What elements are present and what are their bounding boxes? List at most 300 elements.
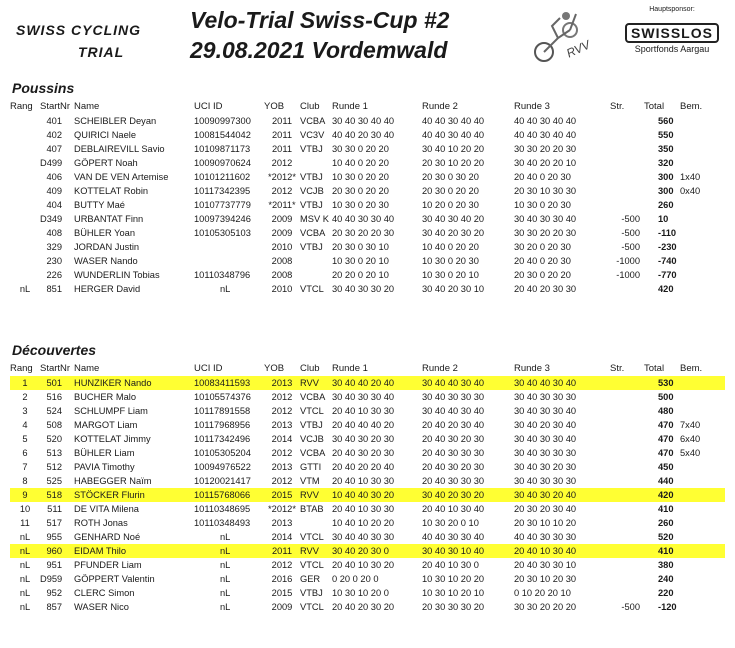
cell-uci [194, 254, 264, 268]
column-header-club: Club [300, 101, 320, 112]
cell-startnr: 524 [46, 406, 62, 416]
cell-club: VCJB [300, 434, 324, 444]
cell-yob: 2010 [271, 242, 293, 252]
cell-total: 260 [658, 200, 674, 210]
cell-str [610, 488, 644, 502]
cell-club: BTAB [300, 504, 324, 514]
cell-bem [680, 114, 725, 128]
cell-uci: 10107737779 [194, 200, 251, 210]
cell-rang [10, 212, 40, 226]
column-header-startnr: StartNr [40, 101, 71, 112]
cell-uci: 10081544042 [194, 130, 251, 140]
cell-uci: nL [194, 544, 264, 558]
column-header-yob: YOB [264, 363, 285, 374]
cell-startnr: 952 [46, 588, 62, 598]
sponsor-sub: Sportfonds Aargau [634, 44, 710, 54]
cell-bem: 7x40 [680, 420, 701, 430]
cell-rang [10, 142, 40, 156]
column-header-r1: Runde 1 [332, 101, 368, 112]
cell-str [610, 128, 644, 142]
title-line-2: 29.08.2021 Vordemwald [190, 37, 448, 63]
page-title [190, 5, 449, 65]
column-header-uci: UCI ID [194, 363, 223, 374]
cell-r2: 30 40 40 30 40 [422, 406, 485, 416]
cell-club: VTCL [300, 406, 324, 416]
table-header-row [10, 100, 725, 114]
cell-bem [680, 226, 725, 240]
cell-r1: 10 40 0 20 20 [332, 158, 389, 168]
column-header-r3: Runde 3 [514, 101, 550, 112]
cell-r2: 30 40 10 20 20 [422, 144, 485, 154]
cell-name: KOTTELAT Robin [74, 186, 149, 196]
cell-club: VTBJ [300, 200, 323, 210]
cell-r2: 30 40 30 10 40 [422, 544, 514, 558]
cell-startnr: 508 [46, 420, 62, 430]
table-row [10, 268, 725, 282]
cell-r2: 20 30 0 20 20 [422, 186, 479, 196]
cell-r1: 20 40 20 30 20 [332, 602, 395, 612]
cell-startnr: 520 [46, 434, 62, 444]
table-row [10, 572, 725, 586]
cell-startnr: 525 [46, 476, 62, 486]
cell-name: KOTTELAT Jimmy [74, 434, 151, 444]
logo-line-1: SWISS CYCLING [16, 22, 142, 38]
cell-bem [680, 404, 725, 418]
table-row [10, 474, 725, 488]
table-row [10, 226, 725, 240]
cell-rang: 10 [19, 504, 31, 514]
cell-total: -110 [658, 228, 677, 238]
column-header-r3: Runde 3 [514, 363, 550, 374]
bicycle-icon [530, 8, 610, 70]
cell-r3: 20 40 30 30 10 [514, 560, 577, 570]
cell-uci: 10117891558 [194, 406, 251, 416]
cell-startnr: 230 [46, 256, 62, 266]
table-row [10, 114, 725, 128]
cell-str: -500 [621, 228, 640, 238]
cell-r1: 10 30 0 20 20 [332, 172, 389, 182]
cell-total: 450 [658, 462, 674, 472]
cell-r2: 30 40 30 30 30 [422, 392, 485, 402]
cell-r1: 20 30 0 30 10 [332, 242, 389, 252]
cell-r1: 10 40 40 30 20 [332, 488, 422, 502]
cell-r3: 10 30 0 20 30 [514, 200, 571, 210]
cell-total: 300 [658, 172, 674, 182]
table-row [10, 170, 725, 184]
cell-r3: 30 40 30 30 30 [514, 448, 577, 458]
cell-startnr: 516 [46, 392, 62, 402]
cell-str [610, 460, 644, 474]
cell-str [610, 544, 644, 558]
cell-club: VTBJ [300, 144, 323, 154]
cell-str [610, 432, 644, 446]
column-header-total: Total [644, 101, 665, 112]
table-row [10, 254, 725, 268]
cell-yob: *2012* [268, 504, 296, 514]
cell-name: HABEGGER Naïm [74, 476, 152, 486]
cell-str [610, 282, 644, 296]
cell-str: -500 [621, 242, 640, 252]
cell-str [610, 170, 644, 184]
cell-bem [680, 390, 725, 404]
cell-startnr: 409 [46, 186, 62, 196]
cell-club: VTCL [300, 532, 324, 542]
cell-uci: 10110348695 [194, 504, 251, 514]
table-row [10, 240, 725, 254]
cell-r1: 10 30 10 20 0 [332, 588, 389, 598]
cell-rang: 6 [22, 448, 28, 458]
cell-rang [10, 114, 40, 128]
cell-yob: 2011 [272, 130, 292, 140]
cell-yob: 2012 [271, 186, 293, 196]
cell-r2: 20 40 20 30 40 [422, 420, 485, 430]
cell-rang [10, 184, 40, 198]
cell-bem [680, 516, 725, 530]
column-header-rang: Rang [10, 101, 33, 112]
cell-r1: 40 40 30 30 40 [332, 214, 395, 224]
cell-r3: 30 40 30 30 30 [514, 392, 577, 402]
cell-startnr: 406 [46, 172, 62, 182]
cell-r3: 40 40 30 30 30 [514, 532, 577, 542]
cell-r3: 0 10 20 20 10 [514, 588, 571, 598]
cell-rang [10, 268, 40, 282]
cell-bem [680, 460, 725, 474]
cell-r3: 20 40 0 20 30 [514, 256, 571, 266]
cell-total: 380 [658, 560, 674, 570]
cell-startnr: 512 [46, 462, 62, 472]
cell-uci: 10117968956 [194, 420, 251, 430]
cell-yob: 2011 [272, 144, 292, 154]
cell-r1: 40 40 20 30 40 [332, 130, 395, 140]
cell-r1: 30 40 40 30 30 [332, 532, 395, 542]
cell-club [300, 268, 332, 282]
cell-bem [680, 254, 725, 268]
cell-club: VTBJ [300, 420, 323, 430]
cell-name: WASER Nico [74, 602, 129, 612]
cell-name: PAVIA Timothy [74, 462, 135, 472]
cell-rang [10, 170, 40, 184]
cell-r1: 20 40 30 20 30 [332, 448, 395, 458]
column-header-r1: Runde 1 [332, 363, 368, 374]
cell-startnr: 851 [46, 284, 62, 294]
cell-r1: 20 20 0 20 10 [332, 270, 389, 280]
cell-r3: 30 40 30 20 30 [514, 462, 577, 472]
cell-name: GÖPERT Noah [74, 158, 138, 168]
cell-str [610, 474, 644, 488]
cell-name: BUCHER Malo [74, 392, 136, 402]
table-row [10, 282, 725, 296]
cell-bem [680, 198, 725, 212]
table-row [10, 184, 725, 198]
table-row [10, 418, 725, 432]
cell-total: 550 [658, 130, 674, 140]
cell-r3: 20 30 10 20 30 [514, 574, 577, 584]
cell-yob: 2012 [271, 476, 293, 486]
cell-rang: 5 [22, 434, 28, 444]
cell-r2: 20 40 10 30 0 [422, 560, 479, 570]
cell-name: WASER Nando [74, 256, 138, 266]
cell-startnr: 408 [46, 228, 62, 238]
cell-yob: 2014 [271, 532, 293, 542]
cell-total: 480 [658, 406, 674, 416]
cell-name: ROTH Jonas [74, 518, 128, 528]
cell-r1: 0 20 0 20 0 [332, 574, 379, 584]
cell-total: 260 [658, 518, 674, 528]
cell-uci: 10105305204 [194, 448, 251, 458]
cell-r3: 20 40 10 30 40 [514, 544, 610, 558]
cell-r2: 30 40 30 40 20 [422, 214, 485, 224]
cell-startnr: 404 [46, 200, 62, 210]
cell-yob: 2009 [271, 214, 293, 224]
cell-r1: 30 40 20 30 0 [332, 544, 422, 558]
cell-bem [680, 268, 725, 282]
cell-r2: 10 30 0 20 30 [422, 256, 479, 266]
cell-rang: nL [10, 544, 40, 558]
cell-name: DEBLAIREVILL Savio [74, 144, 165, 154]
column-header-str: Str. [610, 363, 625, 374]
cell-rang [10, 156, 40, 170]
cell-str [610, 198, 644, 212]
column-header-bem: Bem. [680, 363, 703, 374]
cell-name: BUTTY Maé [74, 200, 125, 210]
cell-startnr: 960 [40, 544, 74, 558]
cell-total: 350 [658, 144, 674, 154]
table-row [10, 530, 725, 544]
cell-bem [680, 142, 725, 156]
cell-r3: 30 40 30 30 40 [514, 434, 577, 444]
cell-str [610, 142, 644, 156]
table-row [10, 404, 725, 418]
table-row [10, 558, 725, 572]
cell-rang: 11 [20, 518, 30, 528]
cell-r3: 30 40 40 30 40 [514, 376, 610, 390]
section-title-poussins: Poussins [12, 80, 75, 96]
cell-yob: *2011* [268, 200, 296, 210]
cell-rang: nL [19, 284, 31, 294]
cell-club: VCBA [300, 448, 326, 458]
cell-uci: 10083411593 [194, 376, 264, 390]
cell-total: 530 [644, 376, 680, 390]
table-row [10, 516, 725, 530]
cell-str [610, 156, 644, 170]
cell-str: -500 [621, 602, 640, 612]
cell-r2: 40 40 30 30 40 [422, 532, 485, 542]
cell-name: GENHARD Noé [74, 532, 141, 542]
cell-yob: 2016 [271, 574, 293, 584]
cell-rang: 2 [22, 392, 28, 402]
cell-r1: 20 30 0 20 20 [332, 186, 389, 196]
cell-str: -500 [621, 214, 640, 224]
cell-rang: nL [19, 532, 31, 542]
cell-r1: 20 40 10 30 20 [332, 560, 395, 570]
cell-startnr: D349 [40, 214, 63, 224]
cell-bem [680, 212, 725, 226]
column-header-str: Str. [610, 101, 625, 112]
rvv-logo [530, 8, 610, 70]
cell-club: VTBJ [300, 242, 323, 252]
cell-bem [680, 240, 725, 254]
cell-uci: 10094976522 [194, 462, 251, 472]
cell-r1: 30 40 30 30 40 [332, 392, 395, 402]
column-header-name: Name [74, 363, 100, 374]
cell-club: VCJB [300, 186, 324, 196]
cell-startnr: 226 [46, 270, 62, 280]
cell-r1: 20 40 40 40 20 [332, 420, 395, 430]
table-row [10, 212, 725, 226]
column-header-club: Club [300, 363, 320, 374]
cell-rang [10, 240, 40, 254]
cell-club: RVV [300, 544, 332, 558]
cell-r3: 30 30 20 20 20 [514, 602, 577, 612]
cell-club: VC3V [300, 130, 325, 140]
cell-total: 440 [658, 476, 674, 486]
cell-uci: 10090970624 [194, 158, 251, 168]
cell-bem [680, 376, 725, 390]
cell-rang: 7 [22, 462, 28, 472]
cell-str [610, 184, 644, 198]
table-row [10, 198, 725, 212]
swiss-cycling-trial-logo [16, 22, 146, 70]
cell-r1: 20 40 10 30 30 [332, 406, 395, 416]
cell-r1: 20 40 10 30 30 [332, 476, 395, 486]
cell-uci: 10090997300 [194, 116, 251, 126]
cell-r3: 20 40 0 20 30 [514, 172, 571, 182]
cell-club: GTTI [300, 462, 322, 472]
cell-startnr: 955 [46, 532, 62, 542]
cell-r2: 30 40 40 30 40 [422, 376, 514, 390]
cell-bem [680, 488, 725, 502]
cell-startnr: 402 [46, 130, 62, 140]
cell-r3: 20 30 0 20 20 [514, 270, 571, 280]
cell-club: VTBJ [300, 172, 323, 182]
cell-r1: 30 40 30 30 20 [332, 284, 395, 294]
table-row [10, 376, 725, 390]
table-row [10, 128, 725, 142]
cell-yob: 2009 [271, 228, 293, 238]
cell-name: BÜHLER Yoan [74, 228, 135, 238]
table-row [10, 460, 725, 474]
cell-yob: 2013 [271, 420, 293, 430]
cell-uci: 10105574376 [194, 392, 251, 402]
cell-rang: 3 [22, 406, 28, 416]
cell-bem [680, 600, 725, 614]
cell-name: JORDAN Justin [74, 242, 140, 252]
column-header-r2: Runde 2 [422, 363, 458, 374]
cell-total: 300 [658, 186, 674, 196]
cell-total: 220 [658, 588, 674, 598]
cell-uci: nL [220, 560, 231, 570]
cell-r3: 20 40 20 30 30 [514, 284, 577, 294]
cell-r2: 10 30 10 20 20 [422, 574, 485, 584]
cell-rang: 9 [10, 488, 40, 502]
cell-club: VCBA [300, 116, 326, 126]
cell-uci: 10110348493 [194, 518, 251, 528]
table-row [10, 446, 725, 460]
cell-str [610, 376, 644, 390]
column-header-r2: Runde 2 [422, 101, 458, 112]
cell-name: STÖCKER Flurin [74, 488, 194, 502]
cell-total: -770 [658, 270, 677, 280]
cell-r1: 10 40 10 20 20 [332, 518, 395, 528]
cell-uci: 10109871173 [194, 144, 251, 154]
cell-yob: 2011 [272, 116, 292, 126]
cell-r2: 20 40 30 20 30 [422, 434, 485, 444]
cell-bem [680, 502, 725, 516]
cell-r1: 30 40 40 20 40 [332, 376, 422, 390]
cell-startnr: 511 [47, 504, 62, 514]
cell-r3: 30 30 20 20 30 [514, 228, 577, 238]
cell-r2: 20 30 30 30 20 [422, 602, 485, 612]
cell-uci: nL [220, 284, 231, 294]
rvv-logo-text: RVV [564, 37, 593, 61]
cell-name: URBANTAT Finn [74, 214, 144, 224]
cell-startnr: 401 [46, 116, 62, 126]
cell-bem [680, 282, 725, 296]
cell-r2: 40 40 30 40 40 [422, 130, 485, 140]
cell-name: QUIRICI Naele [74, 130, 136, 140]
swisslos-logo: SWISSLOS [625, 23, 719, 43]
cell-club: GER [300, 574, 321, 584]
cell-name: BÜHLER Liam [74, 448, 135, 458]
cell-uci: 10097394246 [194, 214, 251, 224]
cell-total: 500 [658, 392, 674, 402]
cell-yob: 2015 [264, 488, 300, 502]
cell-yob: 2012 [271, 560, 293, 570]
cell-uci: 10117342496 [194, 434, 251, 444]
column-header-rang: Rang [10, 363, 33, 374]
table-row [10, 142, 725, 156]
cell-startnr: D499 [40, 158, 63, 168]
cell-yob: 2012 [271, 158, 293, 168]
cell-total: -740 [658, 256, 677, 266]
cell-total: 520 [658, 532, 674, 542]
cell-total: 420 [658, 284, 674, 294]
cell-r2: 10 30 20 0 10 [422, 518, 479, 528]
cell-bem [680, 128, 725, 142]
cell-total: 410 [644, 544, 680, 558]
cell-total: 420 [644, 488, 680, 502]
cell-str: -1000 [616, 270, 640, 280]
cell-club: RVV [300, 376, 332, 390]
cell-startnr: 857 [46, 602, 62, 612]
cell-r2: 30 40 20 30 10 [422, 284, 485, 294]
cell-bem [680, 558, 725, 572]
cell-club [300, 254, 332, 268]
cell-total: 240 [658, 574, 674, 584]
cell-r3: 30 40 20 20 10 [514, 158, 577, 168]
cell-r3: 30 40 30 30 30 [514, 476, 577, 486]
cell-startnr: 407 [46, 144, 62, 154]
cell-yob: 2012 [271, 448, 293, 458]
results-table-poussins [10, 100, 725, 296]
cell-total: 320 [658, 158, 674, 168]
section-title-decouvertes: Découvertes [12, 342, 97, 358]
cell-str [610, 530, 644, 544]
cell-total: 470 [658, 448, 674, 458]
cell-str [610, 572, 644, 586]
cell-total: 470 [658, 434, 674, 444]
cell-club [300, 156, 332, 170]
cell-r2: 20 40 30 20 30 [422, 462, 485, 472]
cell-uci: 10101211602 [194, 172, 251, 182]
cell-club: VCBA [300, 392, 326, 402]
cell-rang [10, 198, 40, 212]
cell-rang: nL [19, 588, 31, 598]
cell-yob: 2012 [271, 392, 293, 402]
cell-uci: 10115768066 [194, 488, 264, 502]
cell-r1: 10 30 0 20 10 [332, 256, 389, 266]
cell-r1: 30 30 0 20 20 [332, 144, 389, 154]
